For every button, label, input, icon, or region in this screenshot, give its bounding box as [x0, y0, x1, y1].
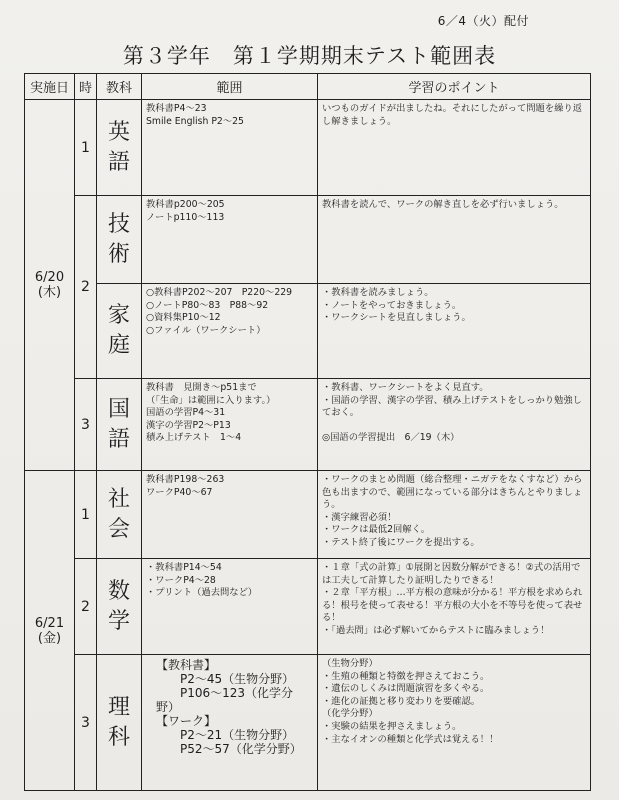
header-date: 実施日 [25, 74, 75, 100]
points-cell: （生物分野） ・生殖の種類と特徴を押さえておこう。 ・遺伝のしくみは問題演習を多くやる。 ・進化の証拠と移り変わりを要確認。 （化学分野） ・実験の結果を押さえましょう。 ・主なイオンの種類と化学式は覚える！！ [318, 655, 591, 791]
subject-cell: 数 学 [97, 559, 142, 655]
table-row [25, 559, 591, 655]
test-scope-table [24, 73, 591, 791]
subject-cell: 英 語 [97, 100, 142, 196]
period-cell: 2 [75, 559, 97, 655]
scope-cell: 教科書p200～205 ノートp110～113 [142, 196, 318, 284]
scope-cell: 教科書 見開き～p51まで （「生命」は範囲に入ります。） 国語の学習P4～31 漢字の学習P2～P13 積み上げテスト 1～4 [142, 379, 318, 471]
day-cell: 6/21 (金) [25, 471, 75, 791]
table-row [25, 100, 591, 196]
header-subject: 教科 [97, 74, 142, 100]
period-cell: 3 [75, 655, 97, 791]
table-row [25, 655, 591, 791]
scope-cell: 【教科書】 P2～45（生物分野） P106～123（化学分野） 【ワーク】 P2～21（生物分野） P52～57（化学分野） [142, 655, 318, 791]
table-row [25, 196, 591, 284]
scope-cell: ○教科書P202～207 P220～229 ○ノートP80～83 P88～92 ○資料集P10～12 ○ファイル（ワークシート） [142, 284, 318, 379]
points-cell: ・教科書、ワークシートをよく見直す。 ・国語の学習、漢字の学習、積み上げテストをしっかり勉強しておく。 ◎国語の学習提出 6／19（木） [318, 379, 591, 471]
points-cell: ・教科書を読みましょう。 ・ノートをやっておきましょう。 ・ワークシートを見直しましょう。 [318, 284, 591, 379]
table-row [25, 471, 591, 559]
scope-cell: ・教科書P14～54 ・ワークP4～28 ・プリント（過去問など） [142, 559, 318, 655]
period-cell: 1 [75, 471, 97, 559]
points-cell: 教科書を読んで、ワークの解き直しを必ず行いましょう。 [318, 196, 591, 284]
subject-cell: 技 術 [97, 196, 142, 284]
header-period: 時 [75, 74, 97, 100]
points-cell: いつものガイドが出ましたね。それにしたがって問題を繰り返し解きましょう。 [318, 100, 591, 196]
points-cell: ・１章「式の計算」①展開と因数分解ができる！②式の活用では工夫して計算したり証明したりできる！ ・２章「平方根」…平方根の意味が分かる！平方根を求められる！根号を使って表せる！平方根の大小を不等号を使って表せる！ ・「過去問」は必ず解いてからテストに臨みましょう！ [318, 559, 591, 655]
subject-cell: 社 会 [97, 471, 142, 559]
scope-cell: 教科書P198～263 ワークP40～67 [142, 471, 318, 559]
subject-cell: 家 庭 [97, 284, 142, 379]
day-cell: 6/20 (木) [25, 100, 75, 471]
header-points: 学習のポイント [318, 74, 591, 100]
table-row [25, 379, 591, 471]
period-cell: 3 [75, 379, 97, 471]
header-row [25, 74, 591, 100]
period-cell: 1 [75, 100, 97, 196]
distribution-date: 6／4（火）配付 [437, 14, 529, 28]
subject-cell: 国 語 [97, 379, 142, 471]
subject-cell: 理 科 [97, 655, 142, 791]
table-row [25, 284, 591, 379]
scope-cell: 教科書P4～23 Smile English P2～25 [142, 100, 318, 196]
points-cell: ・ワークのまとめ問題（総合整理・ニガテをなくすなど）から色も出ますので、範囲になっている部分はきちんとやりましょう。 ・漢字練習必須！ ・ワークは最低2回解く。 ・テスト終了後にワークを提出する。 [318, 471, 591, 559]
period-cell: 2 [75, 196, 97, 379]
page-title: 第３学年 第１学期期末テスト範囲表 [122, 44, 497, 68]
header-scope: 範囲 [142, 74, 318, 100]
